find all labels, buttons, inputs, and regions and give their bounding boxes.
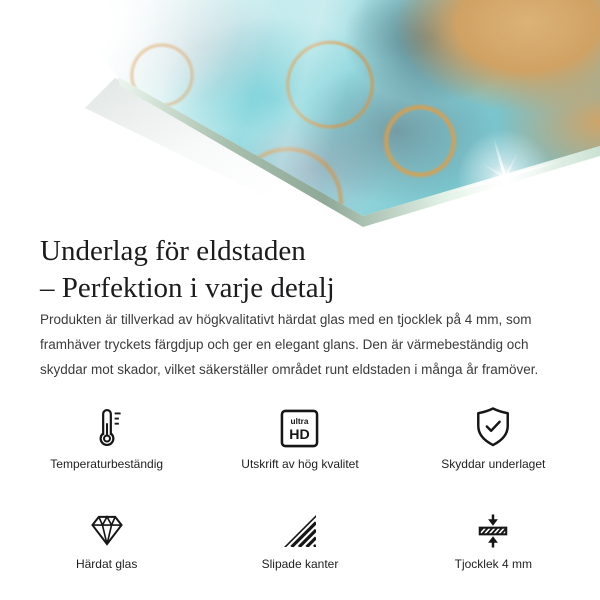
svg-text:ultra: ultra bbox=[291, 417, 309, 427]
feature-label: Härdat glas bbox=[75, 557, 138, 571]
diamond-icon bbox=[87, 513, 127, 548]
feature-polished-edges bbox=[203, 498, 396, 571]
feature-protects-surface bbox=[397, 398, 590, 471]
feature-tempered-glass bbox=[10, 498, 203, 571]
feature-label: Slipade kanter bbox=[261, 557, 339, 571]
thermometer-icon bbox=[90, 407, 124, 448]
page-title bbox=[40, 233, 335, 307]
svg-text:HD: HD bbox=[289, 426, 311, 443]
feature-thickness bbox=[397, 498, 590, 571]
thickness-arrows-icon bbox=[476, 514, 510, 548]
page-title-line2: – Perfektion i varje detalj bbox=[40, 272, 335, 304]
bevel-stripes-icon bbox=[283, 514, 317, 548]
feature-label: Utskrift av hög kvalitet bbox=[241, 457, 359, 471]
features-grid bbox=[10, 398, 590, 571]
product-image[interactable] bbox=[0, 0, 600, 235]
page-title-line1: Underlag för eldstaden bbox=[40, 235, 306, 267]
feature-label: Tjocklek 4 mm bbox=[454, 557, 532, 571]
feature-label: Temperaturbeständig bbox=[50, 457, 164, 471]
ultra-hd-icon bbox=[280, 409, 319, 448]
feature-label: Skyddar underlaget bbox=[441, 457, 546, 471]
feature-temperature-resistant bbox=[10, 398, 203, 471]
product-description: Produkten är tillverkad av högkvalitativt härdat glas med en tjocklek på 4 mm, som framhäver tryckets färgdjup och ger en elegant glans. Den är värmebeständig och skyddar mot skador, vilket säkerställer området runt eldstaden i många år framöver. bbox=[40, 312, 539, 377]
shield-check-icon bbox=[474, 406, 512, 448]
feature-ultra-hd-print bbox=[203, 398, 396, 471]
